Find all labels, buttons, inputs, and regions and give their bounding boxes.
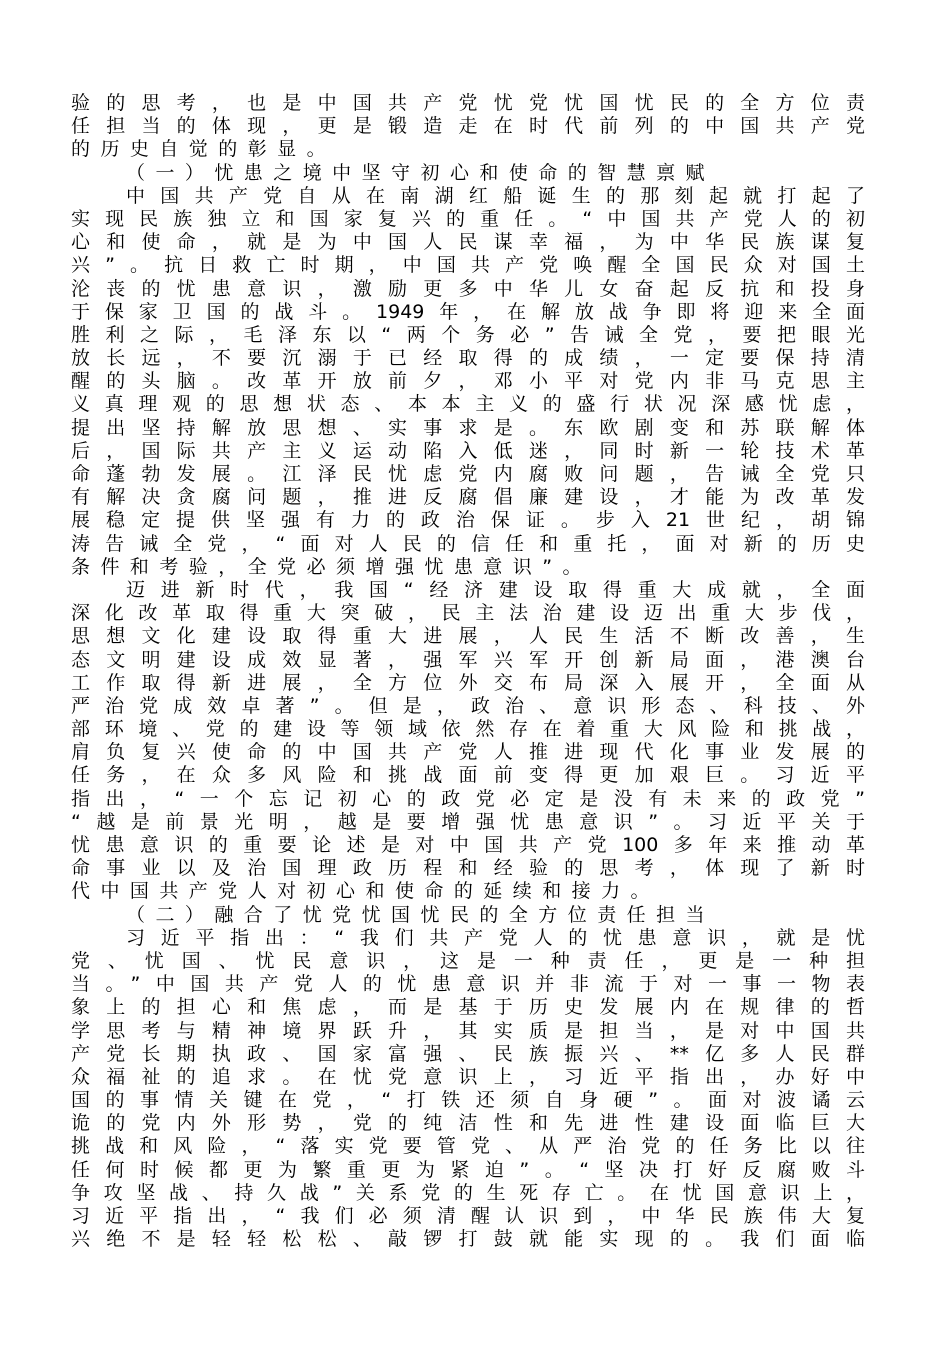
text-line: 醒的头脑。改革开放前夕，邓小平对党内非马克思主 [71, 370, 865, 393]
text-line: 义真理观的思想状态、本本主义的盛行状况深感忧虑， [71, 393, 865, 416]
text-line: 任何时候都更为繁重更为紧迫”。“坚决打好反腐败斗 [71, 1158, 865, 1181]
body-text [71, 92, 865, 1251]
text-line: 肩负复兴使命的中国共产党人推进现代化事业发展的 [71, 741, 865, 764]
text-line: 学思考与精神境界跃升，其实质是担当，是对中国共 [71, 1019, 865, 1042]
text-line: 众福祉的追求。在忧党意识上，习近平指出，办好中 [71, 1065, 865, 1088]
text-line: 于保家卫国的战斗。1949年，在解放战争即将迎来全面 [71, 300, 865, 323]
text-line: 兴”。抗日救亡时期，中国共产党唤醒全国民众对国土 [71, 254, 865, 277]
text-line: 态文明建设成效显著，强军兴军开创新局面，港澳台 [71, 648, 865, 671]
text-line: 争攻坚战、持久战”关系党的生死存亡。在忧国意识上， [71, 1181, 865, 1204]
paragraph-last-line: 条件和考验，全党必须增强忧患意识”。 [71, 555, 592, 578]
section-heading: （一）忧患之境中坚守初心和使命的智慧禀赋 [126, 161, 716, 184]
text-line: 象上的担心和焦虑，而是基于历史发展内在规律的哲 [71, 996, 865, 1019]
text-line: 展稳定提供坚强有力的政治保证。步入21世纪，胡锦 [71, 509, 865, 532]
text-line: “越是前景光明，越是要增强忧患意识”。习近平关于 [71, 810, 865, 833]
text-line: 习近平指出，“我们必须清醒认识到，中华民族伟大复 [71, 1205, 865, 1227]
paragraph-last-line: 代中国共产党人对初心和使命的延续和接力。 [71, 880, 661, 903]
text-line: 党、忧国、忧民意识，这是一种责任，更是一种担 [71, 949, 865, 972]
text-line: 忧患意识的重要论述是对中国共产党100多年来推动革 [71, 834, 865, 856]
text-line: 沦丧的忧患意识，激励更多中华儿女奋起反抗和投身 [71, 277, 865, 300]
paragraph-first-line: 迈进新时代，我国“经济建设取得重大成就，全面 [126, 578, 865, 601]
text-line: 兴绝不是轻轻松松、敲锣打鼓就能实现的。我们面临 [71, 1228, 865, 1251]
text-line: 命蓬勃发展。江泽民忧虑党内腐败问题，告诫全党只 [71, 463, 865, 485]
text-line: 实现民族独立和国家复兴的重任。“中国共产党人的初 [71, 207, 865, 230]
section-heading: （二）融合了忧党忧国忧民的全方位责任担当 [126, 903, 716, 926]
text-line: 部环境、党的建设等领域依然存在着重大风险和挑战， [71, 718, 865, 741]
text-line: 思想文化建设取得重大进展，人民生活不断改善，生 [71, 625, 865, 648]
text-line: 命事业以及治国理政历程和经验的思考，体现了新时 [71, 857, 865, 880]
text-line: 严治党成效卓著”。但是，政治、意识形态、科技、外 [71, 694, 865, 717]
paragraph-first-line: 中国共产党自从在南湖红船诞生的那刻起就打起了 [126, 184, 865, 207]
text-line: 产党长期执政、国家富强、民族振兴、**亿多人民群 [71, 1042, 865, 1065]
text-line: 任担当的体现，更是锻造走在时代前列的中国共产党 [71, 115, 865, 138]
text-line: 有解决贪腐问题，推进反腐倡廉建设，才能为改革发 [71, 486, 865, 509]
text-line: 胜利之际，毛泽东以“两个务必”告诫全党，要把眼光 [71, 323, 865, 346]
text-line: 国的事情关键在党，“打铁还须自身硬”。面对波谲云 [71, 1089, 865, 1112]
text-line: 当。”中国共产党人的忧患意识并非流于对一事一物表 [71, 973, 865, 996]
paragraph-first-line: 习近平指出：“我们共产党人的忧患意识，就是忧 [126, 926, 865, 949]
text-line: 后，国际共产主义运动陷入低迷，同时新一轮技术革 [71, 439, 865, 462]
text-line: 心和使命，就是为中国人民谋幸福，为中华民族谋复 [71, 231, 865, 254]
text-line: 指出，“一个忘记初心的政党必定是没有未来的政党” [71, 787, 865, 810]
text-line: 任务，在众多风险和挑战面前变得更加艰巨。习近平 [71, 764, 865, 787]
text-line: 涛告诫全党，“面对人民的信任和重托，面对新的历史 [71, 532, 865, 555]
text-line: 验的思考，也是中国共产党忧党忧国忧民的全方位责 [71, 92, 865, 114]
text-line: 诡的党内外形势，党的纯洁性和先进性建设面临巨大 [71, 1112, 865, 1135]
text-line: 工作取得新进展，全方位外交布局深入展开，全面从 [71, 671, 865, 694]
paragraph-last-line: 的历史自觉的彰显。 [71, 138, 337, 161]
text-line: 放长远，不要沉溺于已经取得的成绩，一定要保持清 [71, 347, 865, 370]
text-line: 挑战和风险，“落实党要管党、从严治党的任务比以往 [71, 1135, 865, 1158]
text-line: 深化改革取得重大突破，民主法治建设迈出重大步伐， [71, 602, 865, 625]
text-line: 提出坚持解放思想、实事求是。东欧剧变和苏联解体 [71, 416, 865, 439]
